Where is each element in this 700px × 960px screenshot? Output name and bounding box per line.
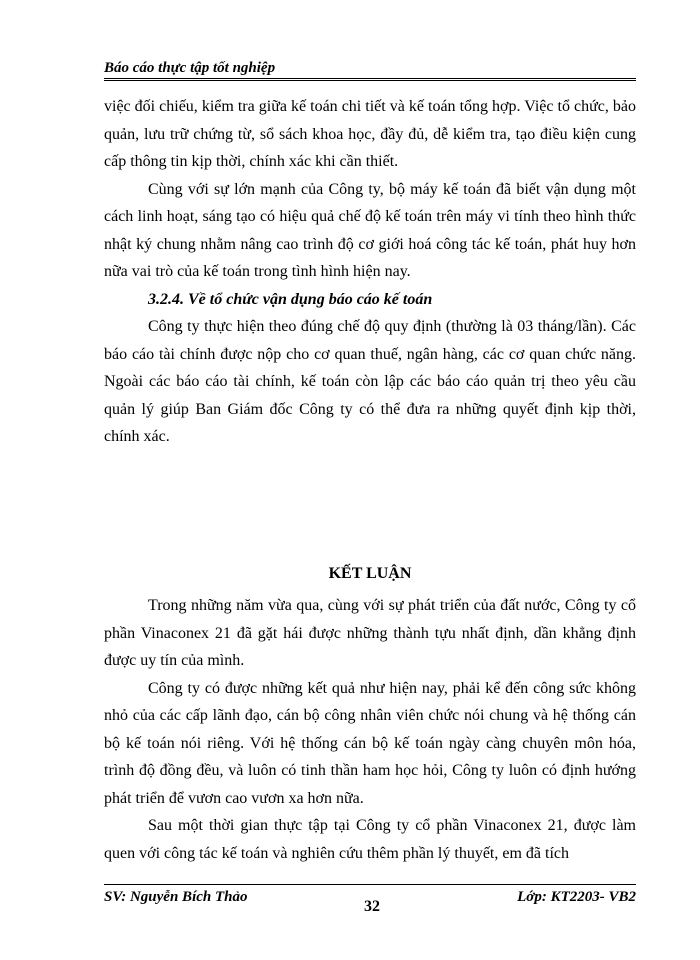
page-number: 32 [364, 898, 380, 915]
paragraph: Trong những năm vừa qua, cùng với sự phát triển của đất nước, Công ty cổ phần Vinaconex 21 đã gặt hái được những thành tựu nhất định, dần khẳng định được uy tín của mình. [104, 597, 636, 669]
conclusion-body [104, 592, 636, 867]
page-header-title: Báo cáo thực tập tốt nghiệp [104, 60, 276, 76]
paragraph: Công ty thực hiện theo đúng chế độ quy định (thường là 03 tháng/lần). Các báo cáo tài chính được nộp cho cơ quan thuế, ngân hàng, các cơ quan chức năng. Ngoài các báo cáo tài chính, kế toán còn lập các báo cáo quản trị theo yêu cầu quản lý giúp Ban Giám đốc Công ty có thể đưa ra những quyết định kịp thời, chính xác. [104, 318, 636, 445]
footer-student: SV: Nguyễn Bích Thảo [104, 889, 248, 905]
paragraph: Công ty có được những kết quả như hiện nay, phải kể đến công sức không nhỏ của các cấp lãnh đạo, cán bộ công nhân viên chức nói chung và hệ thống cán bộ kế toán nói riêng. Với hệ thống cán bộ kế toán ngày càng chuyên môn hóa, trình độ đồng đều, và luôn có tinh thần ham học hỏi, Công ty luôn có định hướng phát triển để vươn cao vươn xa hơn nữa. [104, 679, 636, 807]
section-subheading: 3.2.4. Về tổ chức vận dụng báo cáo kế toán [148, 290, 433, 308]
conclusion-heading: KẾT LUẬN [328, 565, 412, 582]
paragraph: việc đối chiếu, kiểm tra giữa kế toán chi tiết và kế toán tổng hợp. Việc tổ chức, bảo quản, lưu trữ chứng từ, sổ sách khoa học, đầy đủ, dễ kiểm tra, tạo điều kiện cung cấp thông tin kịp thời, chính xác khi cần thiết. [104, 98, 636, 170]
footer-rule [104, 884, 636, 885]
section-body [104, 93, 636, 451]
header-rule [104, 78, 636, 81]
paragraph: Cùng với sự lớn mạnh của Công ty, bộ máy kế toán đã biết vận dụng một cách linh hoạt, sáng tạo có hiệu quả chế độ kế toán trên máy vi tính theo hình thức nhật ký chung nhằm nâng cao trình độ cơ giới hoá công tác kế toán, phát huy hơn nữa vai trò của kế toán trong tình hình hiện nay. [104, 180, 636, 280]
footer-class: Lớp: KT2203- VB2 [517, 889, 636, 905]
paragraph: Sau một thời gian thực tập tại Công ty cổ phần Vinaconex 21, được làm quen với công tác kế toán và nghiên cứu thêm phần lý thuyết, em đã tích [104, 817, 636, 862]
